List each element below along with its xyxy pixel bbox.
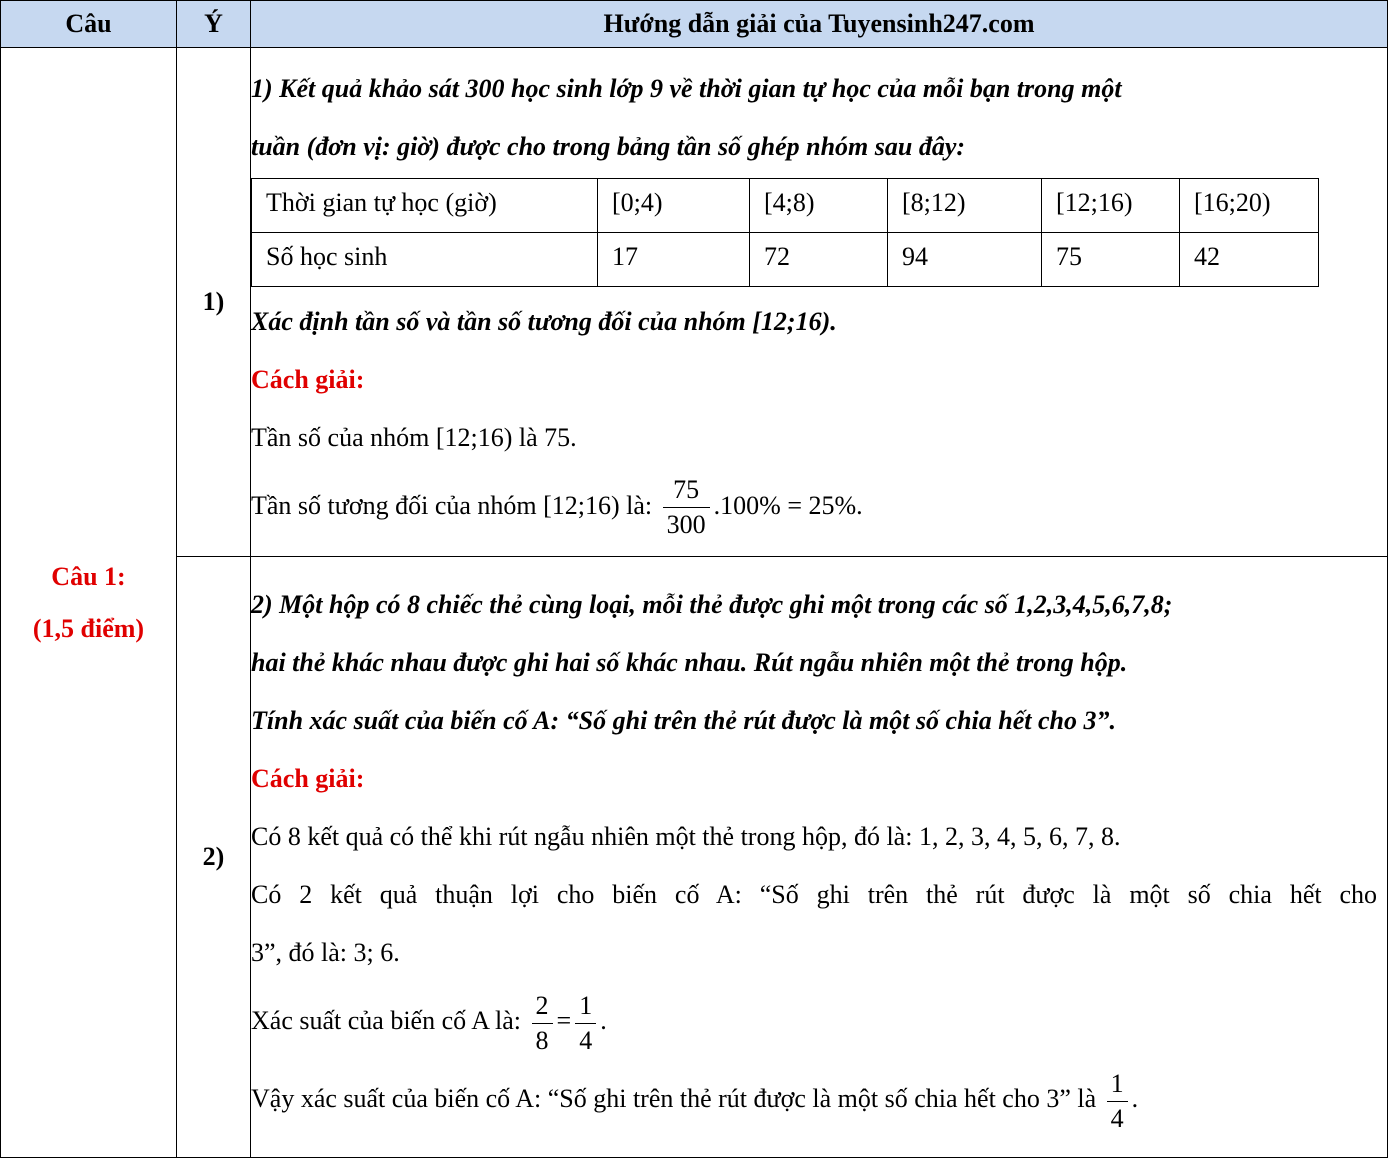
freq-count-5: 42: [1180, 232, 1319, 286]
part2-content: [251, 557, 1388, 1158]
part2-conclusion-suffix: .: [1131, 1084, 1139, 1113]
part2-conclusion-prefix: Vậy xác suất của biến cố A: “Số ghi trên thẻ rút được là một số chia hết cho 3” là: [251, 1084, 1097, 1113]
question-points: (1,5 điểm): [32, 613, 145, 643]
part1-fraction: [663, 473, 710, 542]
frequency-table: [251, 178, 1319, 287]
part2-prob-suffix: .: [600, 1006, 607, 1035]
part1-fraction-den: 300: [666, 510, 706, 540]
part1-answer-2: [251, 467, 1387, 545]
part2-fraction-2: [575, 989, 596, 1058]
part1-answer-2-suffix: .100% = 25%.: [713, 490, 863, 520]
frequency-row-time: [252, 178, 1319, 232]
part2-fraction-1-den: 8: [535, 1025, 549, 1055]
frequency-row-count: [252, 232, 1319, 286]
part1-row: [1, 48, 1388, 557]
part2-fraction-1-num: 2: [532, 989, 553, 1024]
freq-interval-5: [16;20): [1180, 178, 1319, 232]
part2-solution-label: Cách giải:: [251, 764, 365, 793]
freq-count-1: 17: [598, 232, 750, 286]
freq-interval-3: [8;12): [888, 178, 1042, 232]
part1-solution-label: Cách giải:: [251, 364, 365, 394]
part2-fraction-1: [532, 989, 553, 1058]
header-guide: Hướng dẫn giải của Tuyensinh247.com: [251, 1, 1388, 48]
freq-count-2: 72: [750, 232, 888, 286]
part2-line-2: Có 2 kết quả thuận lợi cho biến cố A: “Số ghi trên thẻ rút được là một số chia hết cho: [251, 880, 1377, 909]
part2-line-3: 3”, đó là: 3; 6.: [251, 938, 400, 967]
part2-prompt-2: hai thẻ khác nhau được ghi hai số khác nhau. Rút ngẫu nhiên một thẻ trong hộp.: [251, 648, 1128, 677]
part1-fraction-num: 75: [663, 473, 710, 508]
part1-answer-2-prefix: Tần số tương đối của nhóm [12;16) là:: [251, 490, 653, 520]
freq-header-count: Số học sinh: [252, 232, 598, 286]
part2-conclusion-den: 4: [1110, 1103, 1124, 1133]
part2-conclusion-fraction: [1107, 1067, 1128, 1136]
part2-line-1: Có 8 kết quả có thể khi rút ngẫu nhiên một thẻ trong hộp, đó là: 1, 2, 3, 4, 5, 6, 7, 8.: [251, 822, 1121, 851]
freq-header-time: Thời gian tự học (giờ): [252, 178, 598, 232]
part2-prompt-1: 2) Một hộp có 8 chiếc thẻ cùng loại, mỗi thẻ được ghi một trong các số 1,2,3,4,5,6,7,8;: [251, 590, 1173, 619]
freq-count-3: 94: [888, 232, 1042, 286]
part1-content: [251, 48, 1388, 557]
question-label: Câu 1:: [51, 561, 126, 591]
freq-count-4: 75: [1042, 232, 1180, 286]
part1-label: 1): [177, 48, 251, 557]
header-y: Ý: [177, 1, 251, 48]
part2-label: 2): [177, 557, 251, 1158]
part1-answer-1: Tần số của nhóm [12;16) là 75.: [251, 422, 577, 452]
header-row: [1, 1, 1388, 48]
part2-row: [1, 557, 1388, 1158]
question-cell: [1, 48, 177, 1158]
part1-prompt-2: tuần (đơn vị: giờ) được cho trong bảng tần số ghép nhóm sau đây:: [251, 131, 966, 161]
part2-prompt-3: Tính xác suất của biến cố A: “Số ghi trên thẻ rút được là một số chia hết cho 3”.: [251, 706, 1116, 735]
part1-prompt-1: 1) Kết quả khảo sát 300 học sinh lớp 9 về thời gian tự học của mỗi bạn trong một: [251, 73, 1122, 103]
part2-conclusion-num: 1: [1107, 1067, 1128, 1102]
freq-interval-2: [4;8): [750, 178, 888, 232]
part2-fraction-2-den: 4: [579, 1025, 593, 1055]
freq-interval-1: [0;4): [598, 178, 750, 232]
freq-interval-4: [12;16): [1042, 178, 1180, 232]
header-cau: Câu: [1, 1, 177, 48]
part2-probability: [251, 982, 1377, 1060]
part2-conclusion: [251, 1060, 1377, 1138]
part2-prob-prefix: Xác suất của biến cố A là:: [251, 1006, 522, 1035]
part1-question: Xác định tần số và tần số tương đối của nhóm [12;16).: [251, 306, 837, 336]
part2-fraction-2-num: 1: [575, 989, 596, 1024]
part2-equals: =: [556, 1006, 572, 1035]
